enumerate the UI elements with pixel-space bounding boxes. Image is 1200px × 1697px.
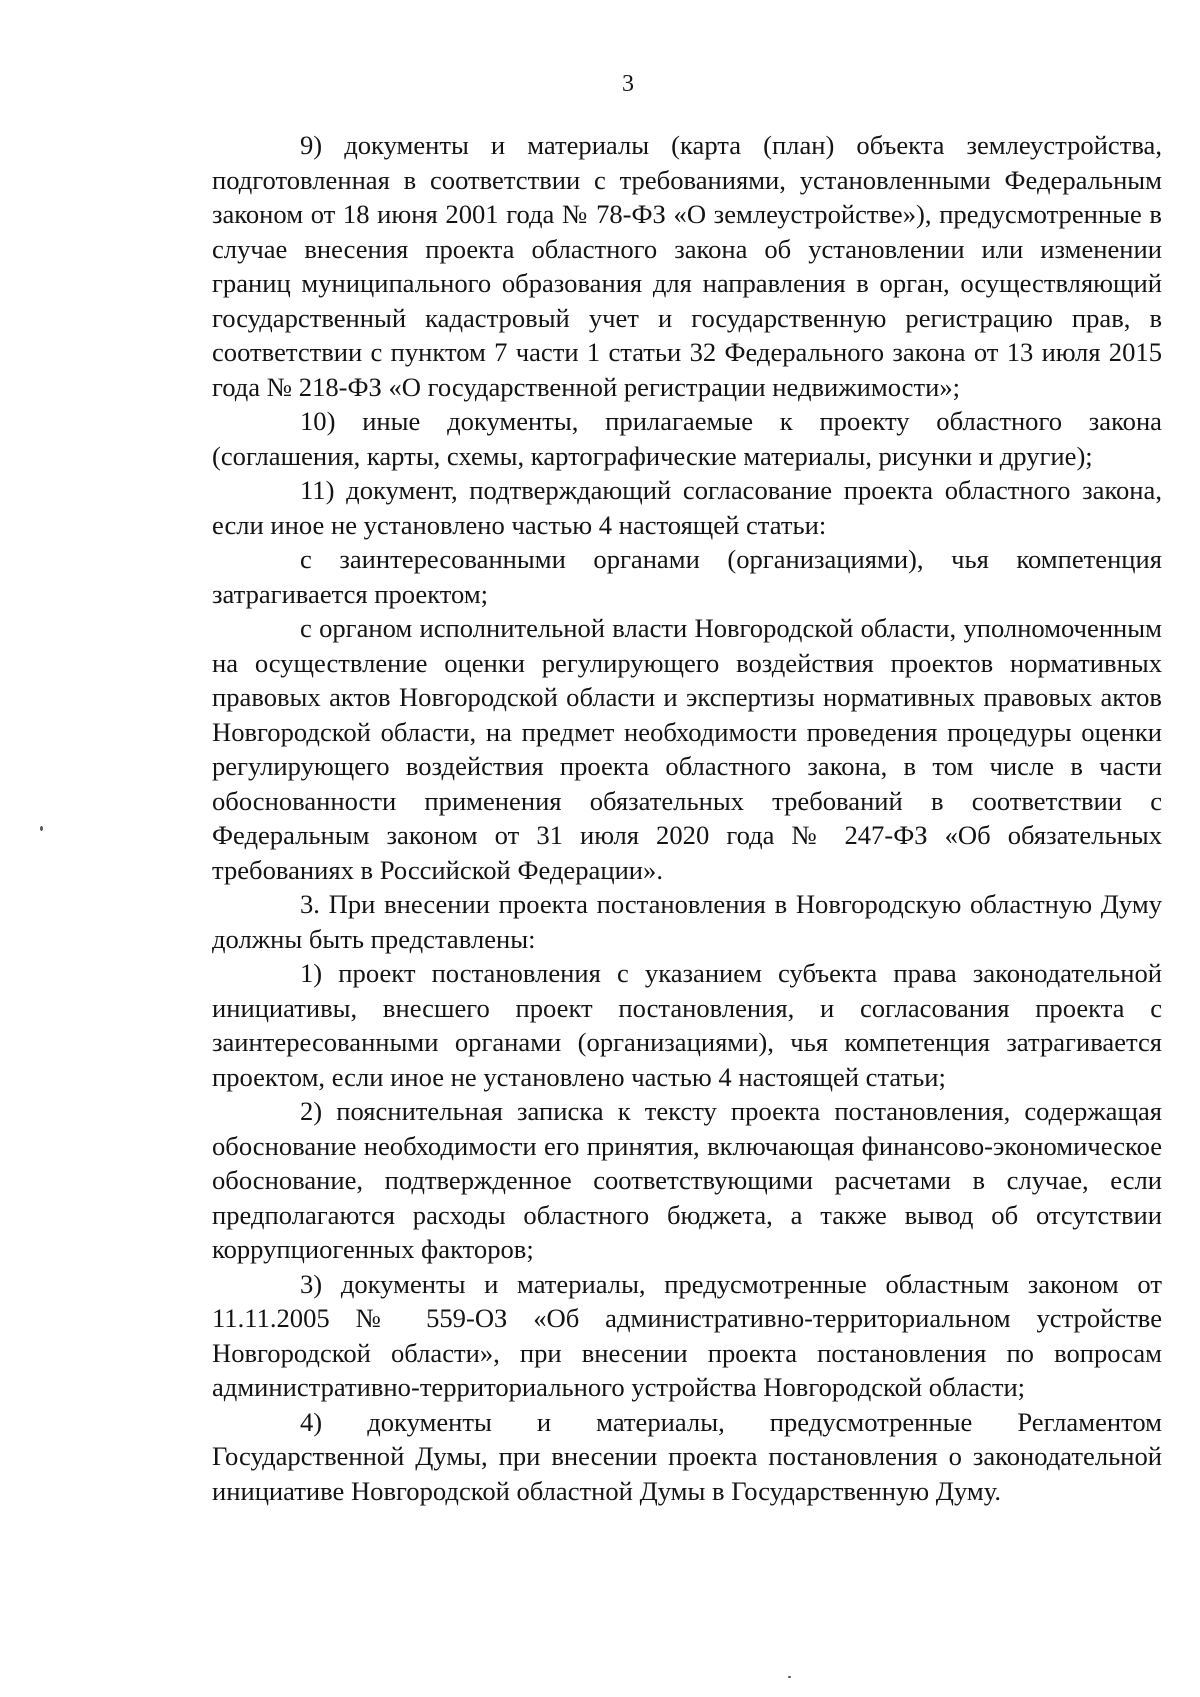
paragraph-part-3-item-3: 3) документы и материалы, предусмотренные областным законом от 11.11.2005 № 559-ОЗ «Об административно-территориальном устройстве Новгородской области», при внесении проекта постановления по вопросам административно-территориального устройства Новгородской области; <box>212 1268 1162 1402</box>
paragraph-item-10: 10) иные документы, прилагаемые к проекту областного закона (соглашения, карты, схемы, картографические материалы, рисунки и другие); <box>212 406 1162 471</box>
paragraph-approval-interested-bodies: с заинтересованными органами (организациями), чья компетенция затрагивается проектом; <box>212 544 1162 609</box>
page-number: 3 <box>622 71 634 97</box>
scan-speck <box>788 1676 791 1678</box>
scan-speck <box>40 826 43 831</box>
paragraph-item-9: 9) документы и материалы (карта (план) объекта землеустройства, подготовленная в соответствии с требованиями, установленными Федеральным законом от 18 июня 2001 года № 78-ФЗ «О землеустройстве»), предусмотренные в случае внесения проекта областного закона об установлении или изменении границ муниципального образования для направления в орган, осуществляющий государственный кадастровый учет и государственную регистрацию прав, в соответствии с пунктом 7 части 1 статьи 32 Федерального закона от 13 июля 2015 года № 218-ФЗ «О государственной регистрации недвижимости»; <box>212 130 1162 402</box>
paragraph-part-3-item-1: 1) проект постановления с указанием субъекта права законодательной инициативы, внесшего проект постановления, и согласования проекта с заинтересованными органами (организациями), чья компетенция затрагивается проектом, если иное не установлено частью 4 настоящей статьи; <box>212 958 1162 1092</box>
paragraph-part-3-item-2: 2) пояснительная записка к тексту проекта постановления, содержащая обоснование необходимости его принятия, включающая финансово-экономическое обоснование, подтвержденное соответствующими расчетами в случае, если предполагаются расходы областного бюджета, а также вывод об отсутствии коррупциогенных факторов; <box>212 1096 1162 1264</box>
paragraph-approval-executive-body: с органом исполнительной власти Новгородской области, уполномоченным на осуществление оценки регулирующего воздействия проектов нормативных правовых актов Новгородской области и экспертизы нормативных правовых актов Новгородской области, на предмет необходимости проведения процедуры оценки регулирующего воздействия проекта областного закона, в том числе в части обоснованности применения обязательных требований в соответствии с Федеральным законом от 31 июля 2020 года № 247-ФЗ «Об обязательных требованиях в Российской Федерации». <box>212 613 1162 885</box>
paragraph-part-3: 3. При внесении проекта постановления в Новгородскую областную Думу должны быть представлены: <box>212 889 1162 954</box>
paragraph-item-11: 11) документ, подтверждающий согласование проекта областного закона, если иное не установлено частью 4 настоящей статьи: <box>212 475 1162 540</box>
document-body <box>212 128 1162 1508</box>
paragraph-part-3-item-4: 4) документы и материалы, предусмотренные Регламентом Государственной Думы, при внесении проекта постановления о законодательной инициативе Новгородской областной Думы в Государственную Думу. <box>212 1406 1162 1506</box>
